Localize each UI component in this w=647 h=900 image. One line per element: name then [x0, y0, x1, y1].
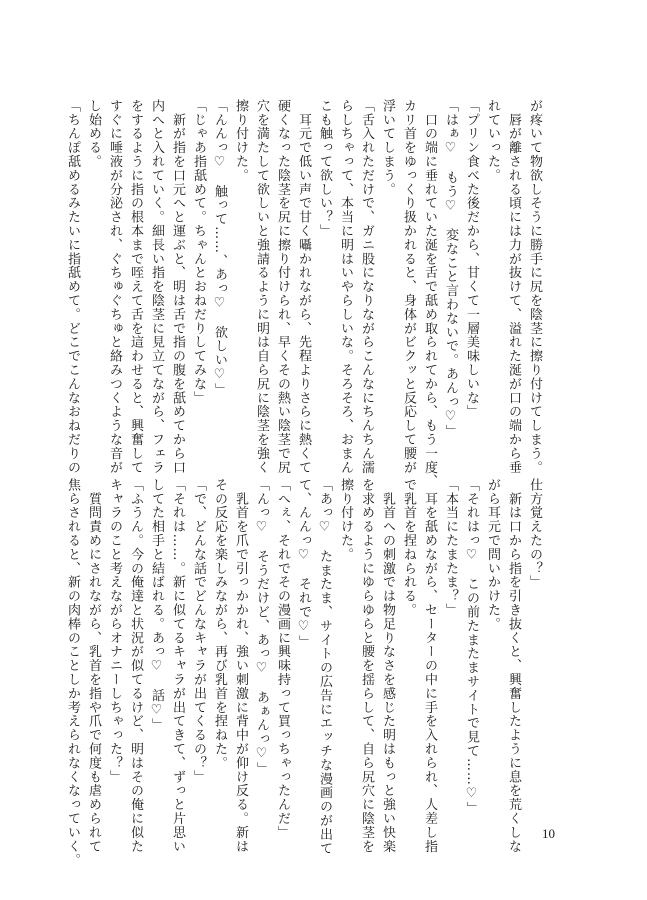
text-line: こも触って欲しい？」: [317, 99, 332, 238]
text-line: その反応を楽しみながら、再び乳首を捏ねた。: [212, 478, 227, 770]
text-line: がら耳元で問いかけた。: [485, 478, 500, 631]
text-line: をするように指の根本まで咥えて舌を這わせると、興奮して: [128, 99, 143, 475]
text-line: 「で、どんな話でどんなキャラが出てくるの？」: [191, 478, 206, 784]
text-line: 「舌入れただけで、ガニ股になりながらこんなにちんちん濡: [359, 99, 374, 475]
text-line: してた相手と結ばれる。あっ♡ 話♡」: [149, 478, 164, 733]
text-line: すぐに唾液が分泌され、ぐちゅぐちゅと絡みつくような音が: [107, 99, 122, 475]
text-line: カリ首をゆっくり扱かれると、身体がビクッと反応して腰が: [401, 99, 416, 475]
text-line: 耳を舐めながら、セーターの中に手を入れられ、人差し指: [422, 478, 437, 854]
text-line: 「それは……。新に似てるキャラが出てきて、ずっと片思い: [170, 478, 185, 854]
text-line: 「じゃあ指舐めて。ちゃんとおねだりしてみな」: [191, 99, 206, 405]
text-line: 「へぇ、それでその漫画に興味持って買っちゃったんだ」: [275, 478, 290, 840]
text-line: 「本当にたまたま？」: [443, 478, 458, 617]
text-line: 耳元で低い声で甘く囁かれながら、先程よりさらに熱くて: [296, 99, 311, 475]
text-line: 擦り付けた。: [338, 478, 353, 562]
text-line: 擦り付けた。: [233, 99, 248, 183]
text-line: て、んんっ♡ それで♡」: [296, 478, 311, 649]
text-line: 焦らされると、新の肉棒のことしか考えられなくなっていく。: [65, 478, 80, 868]
text-line: 「ちんぽ舐めるみたいに指舐めて。どこでこんなおねだりの: [65, 99, 80, 475]
text-line: 「んっ♡ そうだけど、あっ♡ あぁんっ♡」: [254, 478, 269, 776]
page-number: 10: [542, 826, 555, 841]
text-line: 仕方覚えたの？」: [527, 478, 542, 590]
text-line: で乳首を捏ねられる。: [401, 478, 416, 617]
text-line: 「ふうん。今の俺達と状況が似てるけど、明はその俺に似た: [128, 478, 143, 854]
text-line: 硬くなった陰茎を尻に擦り付けられ、早くその熱い陰茎で尻: [275, 99, 290, 475]
text-line: れていった。: [485, 99, 500, 183]
text-line: らしちゃって、本当に明はいやらしいな。そろそろ、おまん: [338, 99, 353, 475]
text-line: 浮いてしまう。: [380, 99, 395, 197]
text-line: が疼いて物欲しそうに勝手に尻を陰茎に擦り付けてしまう。: [527, 99, 542, 475]
text-line: 質問責めにされながら、乳首を指や爪で何度も虐められて: [86, 478, 101, 854]
text-line: 「プリン食べた後だから、甘くて一層美味しいな」: [464, 99, 479, 419]
text-line: 乳首への刺激では物足りなさを感じた明はもっと強い快楽: [380, 478, 395, 854]
text-line: 「んんっ♡ 触って……、あっ♡ 欲しい♡」: [212, 99, 227, 397]
text-line: を求めるようにゆらゆらと腰を揺らして、自ら尻穴に陰茎を: [359, 478, 374, 854]
text-line: 穴を満たして欲しいと強請るように明は自ら尻に陰茎を強く: [254, 99, 269, 475]
text-line: 「はぁ♡ もう♡ 変なこと言わないで。あんっ♡」: [443, 99, 458, 439]
text-line: 唇が離される頃には力が抜けて、溢れた涎が口の端から垂: [506, 99, 521, 475]
text-line: 口の端に垂れていた涎を舌で舐め取られてから、もう一度、: [422, 99, 437, 489]
text-line: 内へと入れていく。細長い指を陰茎に見立てながら、フェラ: [149, 99, 164, 475]
text-line: 乳首を爪で引っかかれ、強い刺激に背中が仰け反る。新は: [233, 478, 248, 854]
text-line: 新は口から指を引き抜くと、興奮したように息を荒くしな: [506, 478, 521, 854]
text-line: 新が指を口元へと運ぶと、明は舌で指の腹を舐めてから口: [170, 99, 185, 475]
text-line: 「それはっ♡ この前たまたまサイトで見て……♡」: [464, 478, 479, 816]
lower-text-block: [62, 478, 545, 868]
upper-text-block: [62, 99, 545, 489]
text-line: キャラのこと考えながらオナニーしちゃった？」: [107, 478, 122, 784]
text-line: し始める。: [86, 99, 101, 169]
text-line: 「あっ♡ たまたま、サイトの広告にエッチな漫画のが出て: [317, 478, 332, 856]
